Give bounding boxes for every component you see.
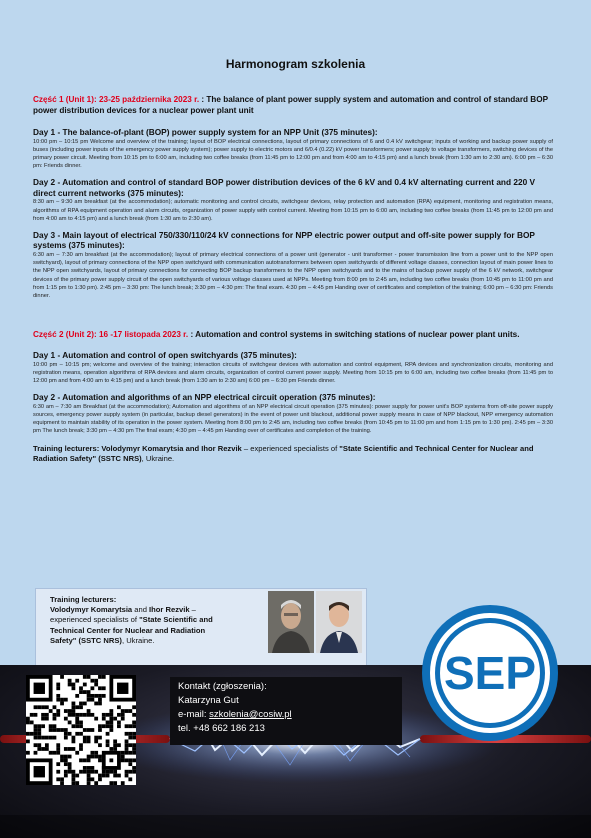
sep-logo-text: SEP [443,647,537,699]
lecturers-box-heading: Training lecturers: [50,595,117,604]
part2-day1-title: Day 1 - Automation and control of open switchyards (375 minutes): [33,350,297,361]
part2-label: Część 2 (Unit 2): 16 -17 listopada 2023 r. [33,330,189,340]
part2-day2-title: Day 2 - Automation and algorithms of an NPP electrical circuit operation (375 minutes): [33,392,376,403]
lecturers-box-and: and [132,605,150,615]
lecturers-box [35,588,367,667]
lecturer-photo-2 [316,591,362,653]
lecturers-prefix: Training lecturers: [33,443,102,453]
contact-name: Katarzyna Gut [178,695,239,706]
lecturers-box-suffix: , Ukraine. [121,635,155,645]
part1-text: The balance of plant power supply system and automation and control of standard BOP power distribution devices for a nuclear power plant unit [33,95,548,115]
part1-sep: : [199,95,207,104]
sep-logo [420,603,560,743]
part2-heading [33,329,553,340]
contact-heading: Kontakt (zgłoszenia): [178,681,267,692]
lecturers-box-name2: Ihor Rezvik [149,605,190,615]
part1-day2-title: Day 2 - Automation and control of standard BOP power distribution devices of the 6 kV and 0.4 kV alternating current and 220 V direct current networks (375 minutes): [33,177,536,198]
part2-sep: : [188,330,196,340]
lecturers-box-text [50,595,230,646]
part1-label: Część 1 (Unit 1): 23-25 października 2023 r. [33,95,200,104]
part2-day1-text: 10:00 pm – 10:15 pm; welcome and overview of the training; interaction circuits of switchgear devices with automation and control equipment, RPA devices and synchronization circuits, monitoring and registration means, operation algorithms of RPA devices and alarm circuits, organization of control current power supply. Meeting from 10:15 pm to 6:00 am, including two coffee breaks (from 11:45 pm to 12:00 pm and from 4:00 am to 4:15 pm) and a lunch break (from 1:30 am to 2:30 am) 6:00 pm – 6:30 pm Friends dinner. [33,361,553,385]
lecturers-suffix: , Ukraine. [141,453,175,463]
lecturers-org: "State Scientific and Technical Center for Nuclear and Radiation Safety" (SSTC NRS) [33,443,534,463]
part1-day2-text: 8:30 am – 9:30 am breakfast (at the accommodation); automatic monitoring and control circuits, switchgear devices, relay protection and automation (RPA) equipment, monitoring and registration means, algorithms of RPA equipment operation and alarm circuits, organization of power supply with control current. Meeting from 10:15 pm to 6:00 am, including two coffee breaks (from 11:45 pm to 12:00 pm and from 4:00 am to 4:15 pm) and a lunch break (from 1:30 am to 2:30 am). [33,199,553,222]
qr-code[interactable] [26,675,136,785]
part1-heading [33,94,553,116]
contact-box [170,677,402,745]
lecturers-box-org: "State Scientific and Technical Center for Nuclear and Radiation Safety" (SSTC NRS) [50,615,213,645]
qr-code-image [26,675,136,785]
lecturers-line [33,444,553,464]
part2-text: Automation and control systems in switching stations of nuclear power plant units. [195,330,520,340]
page-title: Harmonogram szkolenia [225,57,366,71]
part1-day3-title: Day 3 - Main layout of electrical 750/330/110/24 kV connections for NPP electric power output and off-site power supply for BOP systems (375 minutes): [33,229,535,251]
lecturer-photo-1 [268,591,314,653]
lecturer-name-1: Volodymyr Komarytsia [101,443,184,453]
part1-day1-text: 10:00 pm – 10:15 pm Welcome and overview of the training; layout of BOP electrical connections, layout of primary connections of 6 and 0.4 kV switchgear; inputs of working and backup power supply of buses (including power inputs of the emergency power supply system); power supply to electric motors and 6/0.4 (0.22) kV power transformers; power supply to voltage transformers, switching devices of the primary power circuit. Meeting from 10:15 pm to 6:00 am, including two coffee breaks (from 11:45 pm to 12:00 pm and from 4:00 am to 4:15 pm) and a lunch break (from 1:30 am to 2:30 am). 6:00 pm – 6:30 pm: Friends dinner. [33,138,553,170]
contact-phone: tel. +48 662 186 213 [178,723,265,734]
part1-day1-title: Day 1 - The balance-of-plant (BOP) power supply system for an NPP Unit (375 minutes): [33,127,378,137]
part2-day2-text: 6:30 am – 7:30 am Breakfast (at the accommodation); Automation and algorithms of an NPP electrical circuit operation (375 minutes): power supply for power unit's BOP systems from off-site power supply sources, emergency power supply system (in particular, backup diesel generators) in the event of power unit blackout, additional power supply means in case of NPP blackout, NPP emergency automation equipment to maintain stability of its operation in the power system. Meeting from 8:00 pm to 2:45 am, including two coffee breaks (from 10:45 pm to 11:00 pm and from 1:15 pm to 1:30 pm). 2:45 pm – 3:30 pm The lunch break; 3:30 pm – 4:30 pm The final exam; 4:30 pm – 4:45 pm Handing over of certificates and completion of the training. [33,403,553,435]
lecturers-and: and [183,443,202,453]
contact-email-label: e-mail: [178,709,210,720]
lecturer-name-2: Ihor Rezvik [201,443,242,453]
lecturers-box-mid: – experienced specialists of [50,605,196,625]
lecturers-box-name1: Volodymyr Komarytsia [50,605,133,615]
part1-day3-text: 6:30 am – 7:30 am breakfast (at the accommodation); layout of primary electrical connections of a power unit (generator - unit transformer - power transmission line from a power unit to the NPP open switchyard), layout of primary connections of the NPP open switchyard with communication autotransformers between open switchyards of different voltage classes, connection layout of main power lines to the NPP open switchyards, layout of primary connections for connecting BOP backup transformers to the NPP open switchyards and to the mains of backup power supply of the 6 kV network, switchgear devices of the primary power supply circuit of the open switchyards of various voltage classes used at NPPs. Meeting from 8:00 pm to 2:45 am, including two coffee breaks (from 10:45 pm to 11:00 pm and from 1:15 pm to 1:30 pm). 2:45 pm – 3:30 pm: The lunch break; 3:30 pm – 4:30 pm: The final exam. 4:30 pm – 4:45 pm Handing over of certificates and completion of the training; 6:00 pm – 6:30 pm: Friends dinner. [33,251,553,299]
contact-email-link[interactable]: szkolenia@cosiw.pl [209,709,292,720]
contact-email-row [178,708,394,722]
lecturers-mid: – experienced specialists of [241,443,340,453]
schedule-content [33,94,553,464]
